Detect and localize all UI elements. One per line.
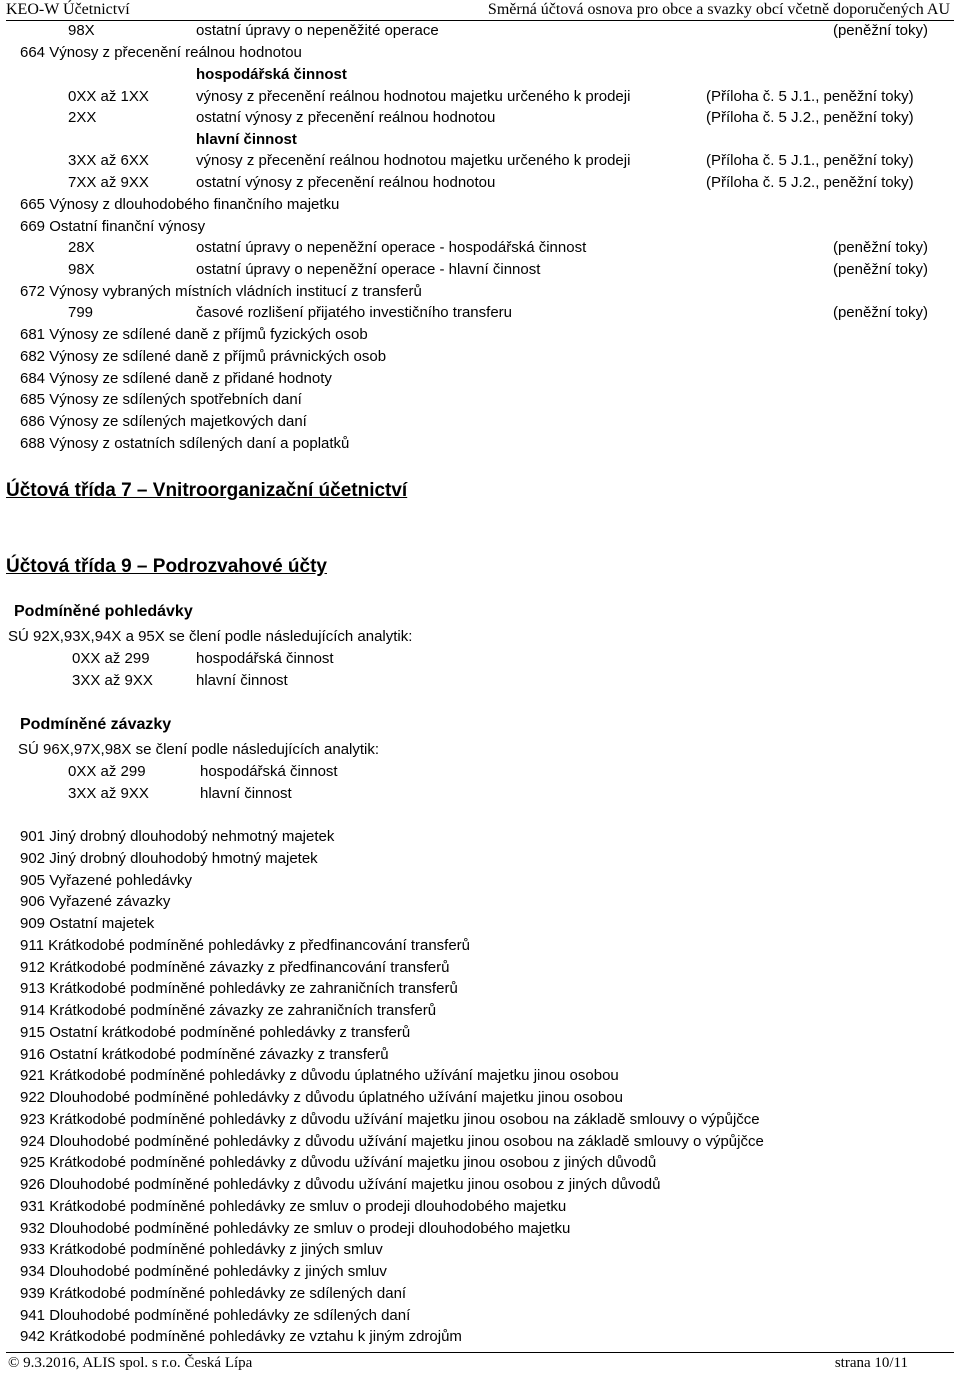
account-line: 932 Dlouhodobé podmíněné pohledávky ze smluv o prodeji dlouhodobého majetku	[20, 1219, 571, 1237]
page-header	[6, 0, 954, 21]
account-line: 916 Ostatní krátkodobé podmíněné závazky z transferů	[20, 1045, 389, 1063]
account-line: 915 Ostatní krátkodobé podmíněné pohledávky z transferů	[20, 1023, 411, 1041]
analytic-code: 3XX až 9XX	[72, 672, 153, 689]
account-line: 925 Krátkodobé podmíněné pohledávky z důvodu užívání majetku jinou osobou z jiných důvodů	[20, 1154, 657, 1172]
account-line: 921 Krátkodobé podmíněné pohledávky z důvodu úplatného užívání majetku jinou osobou	[20, 1067, 619, 1085]
account-line: 905 Vyřazené pohledávky	[20, 871, 193, 889]
attachment-reference: (Příloha č. 5 J.1., peněžní toky)	[706, 152, 914, 169]
account-line: 923 Krátkodobé podmíněné pohledávky z důvodu užívání majetku jinou osobou na základě smlouvy o výpůjčce	[20, 1110, 760, 1128]
analytic-desc: ostatní úpravy o nepeněžní operace - hospodářská činnost	[196, 239, 587, 256]
analytic-desc: výnosy z přecenění reálnou hodnotou majetku určeného k prodeji	[196, 152, 631, 169]
account-line: 931 Krátkodobé podmíněné pohledávky ze smluv o prodeji dlouhodobého majetku	[20, 1197, 567, 1215]
account-line: 942 Krátkodobé podmíněné pohledávky ze vztahu k jiným zdrojům	[20, 1328, 462, 1346]
account-line: 924 Dlouhodobé podmíněné pohledávky z důvodu užívání majetku jinou osobou na základě smlouvy o výpůjčce	[20, 1132, 764, 1150]
analytic-desc: ostatní výnosy z přecenění reálnou hodnotou	[196, 174, 496, 191]
analytic-desc: ostatní výnosy z přecenění reálnou hodnotou	[196, 109, 496, 126]
account-line: 926 Dlouhodobé podmíněné pohledávky z důvodu užívání majetku jinou osobou z jiných důvodů	[20, 1176, 661, 1193]
account-line: 914 Krátkodobé podmíněné závazky ze zahraničních transferů	[20, 1002, 437, 1019]
activity-subheading: hlavní činnost	[196, 131, 297, 148]
account-line: 941 Dlouhodobé podmíněné pohledávky ze sdílených daní	[20, 1306, 411, 1324]
receivables-intro: SÚ 92X,93X,94X a 95X se člení podle následujících analytik:	[8, 628, 413, 645]
analytic-desc: hospodářská činnost	[196, 650, 334, 667]
account-line: 939 Krátkodobé podmíněné pohledávky ze sdílených daní	[20, 1284, 407, 1302]
account-line: 906 Vyřazené závazky	[20, 893, 171, 911]
analytic-code: 0XX až 1XX	[68, 88, 149, 105]
account-line: 686 Výnosy ze sdílených majetkových daní	[20, 413, 307, 430]
account-line: 685 Výnosy ze sdílených spotřebních daní	[20, 391, 302, 408]
account-line: 688 Výnosy z ostatních sdílených daní a poplatků	[20, 435, 350, 452]
analytic-code: 799	[68, 304, 94, 321]
account-line: 912 Krátkodobé podmíněné závazky z předfinancování transferů	[20, 958, 450, 976]
attachment-reference: (Příloha č. 5 J.2., peněžní toky)	[706, 174, 914, 191]
analytic-code: 0XX až 299	[72, 650, 150, 667]
analytic-code: 98X	[68, 22, 95, 39]
cashflow-tag: (peněžní toky)	[832, 261, 928, 278]
account-line: 681 Výnosy ze sdílené daně z příjmů fyzických osob	[20, 326, 368, 343]
account-line: 909 Ostatní majetek	[20, 915, 155, 932]
cashflow-tag: (peněžní toky)	[832, 304, 928, 321]
footer-copyright: © 9.3.2016, ALIS spol. s r.o. Česká Lípa	[8, 1355, 253, 1371]
class-9-heading: Účtová třída 9 – Podrozvahové účty	[6, 556, 327, 577]
cashflow-tag: (peněžní toky)	[832, 22, 928, 39]
account-line: 682 Výnosy ze sdílené daně z příjmů právnických osob	[20, 348, 387, 365]
analytic-code: 3XX až 6XX	[68, 152, 149, 169]
analytic-code: 2XX	[68, 109, 97, 126]
analytic-code: 28X	[68, 239, 95, 256]
receivables-heading: Podmíněné pohledávky	[14, 603, 193, 620]
account-line: 664 Výnosy z přecenění reálnou hodnotou	[20, 44, 302, 61]
analytic-desc: hlavní činnost	[196, 672, 288, 689]
analytic-code: 7XX až 9XX	[68, 174, 149, 191]
cashflow-tag: (peněžní toky)	[832, 239, 928, 256]
account-line: 672 Výnosy vybraných místních vládních institucí z transferů	[20, 283, 422, 300]
analytic-code: 3XX až 9XX	[68, 785, 149, 802]
account-line: 934 Dlouhodobé podmíněné pohledávky z jiných smluv	[20, 1263, 387, 1280]
analytic-desc: výnosy z přecenění reálnou hodnotou majetku určeného k prodeji	[196, 88, 631, 105]
activity-subheading: hospodářská činnost	[196, 66, 347, 83]
analytic-desc: časové rozlišení přijatého investičního transferu	[196, 304, 512, 321]
header-document-title: Směrná účtová osnova pro obce a svazky obcí včetně doporučených AU	[487, 1, 950, 18]
liabilities-intro: SÚ 96X,97X,98X se člení podle následujících analytik:	[18, 741, 380, 758]
account-line: 913 Krátkodobé podmíněné pohledávky ze zahraničních transferů	[20, 980, 458, 998]
account-line: 669 Ostatní finanční výnosy	[20, 218, 206, 235]
account-line: 922 Dlouhodobé podmíněné pohledávky z důvodu úplatného užívání majetku jinou osobou	[20, 1089, 623, 1106]
account-line: 901 Jiný drobný dlouhodobý nehmotný majetek	[20, 828, 335, 845]
attachment-reference: (Příloha č. 5 J.1., peněžní toky)	[706, 88, 914, 105]
account-line: 902 Jiný drobný dlouhodobý hmotný majetek	[20, 849, 318, 867]
analytic-desc: hlavní činnost	[200, 785, 292, 802]
analytic-desc: ostatní úpravy o nepeněžité operace	[196, 22, 439, 39]
account-line: 933 Krátkodobé podmíněné pohledávky z jiných smluv	[20, 1241, 383, 1259]
attachment-reference: (Příloha č. 5 J.2., peněžní toky)	[706, 109, 914, 126]
liabilities-heading: Podmíněné závazky	[20, 716, 172, 733]
account-line: 665 Výnosy z dlouhodobého finančního majetku	[20, 196, 340, 213]
analytic-code: 98X	[68, 261, 95, 278]
analytic-code: 0XX až 299	[68, 763, 146, 780]
class-7-heading: Účtová třída 7 – Vnitroorganizační účetnictví	[6, 480, 408, 501]
account-line: 684 Výnosy ze sdílené daně z přidané hodnoty	[20, 370, 332, 387]
analytic-desc: ostatní úpravy o nepeněžní operace - hlavní činnost	[196, 261, 541, 278]
header-app-name: KEO-W Účetnictví	[6, 1, 130, 18]
account-line: 911 Krátkodobé podmíněné pohledávky z předfinancování transferů	[20, 936, 471, 954]
analytic-desc: hospodářská činnost	[200, 763, 338, 780]
footer-page-number: strana 10/11	[834, 1355, 908, 1371]
page-footer	[6, 1352, 954, 1373]
